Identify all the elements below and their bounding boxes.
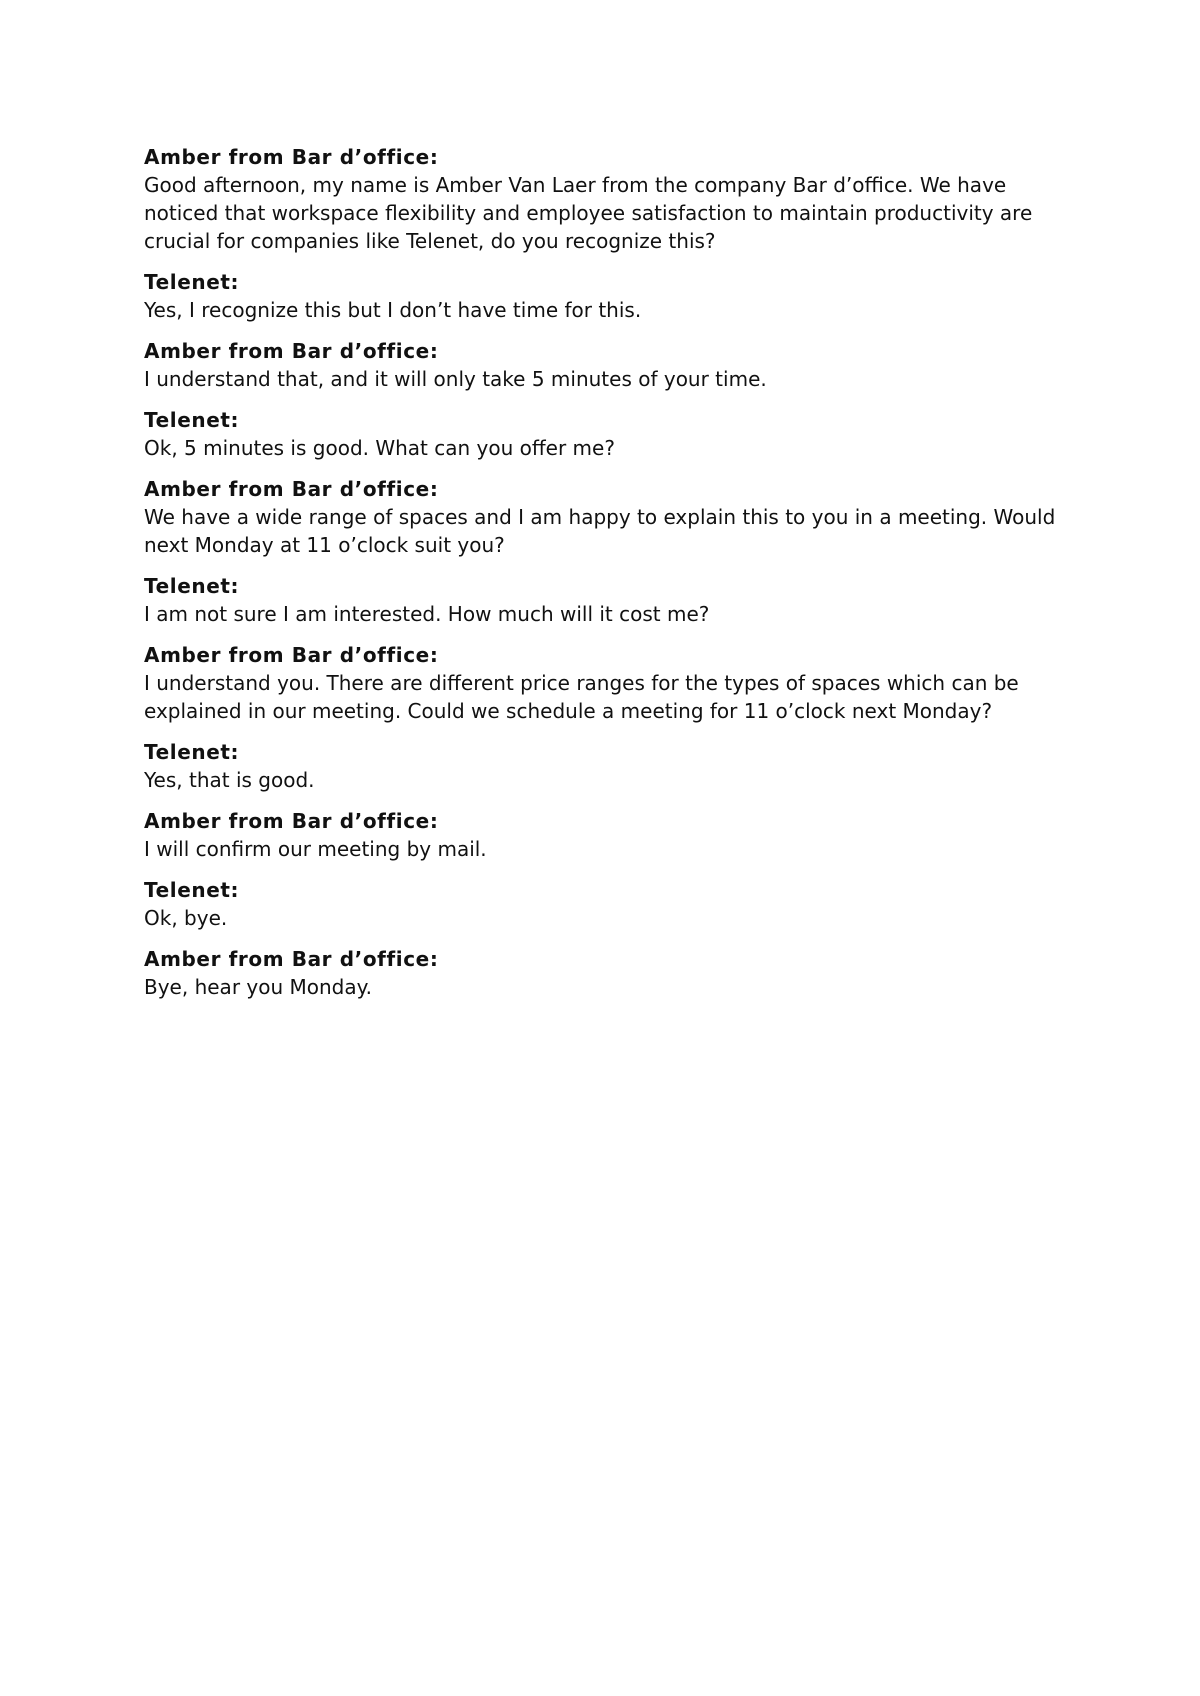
dialogue-turn <box>144 268 1059 324</box>
dialogue-text: I will confirm our meeting by mail. <box>144 837 487 861</box>
dialogue-text: I understand that, and it will only take 5 minutes of your time. <box>144 367 767 391</box>
dialogue-text: I understand you. There are different price ranges for the types of spaces which can be explained in our meeting. Could we schedule a meeting for 11 o’clock next Monday? <box>144 671 1019 723</box>
speaker-label: Telenet: <box>144 878 240 902</box>
speaker-label: Amber from Bar d’office: <box>144 643 439 667</box>
speaker-label: Telenet: <box>144 408 240 432</box>
dialogue-turn <box>144 475 1059 559</box>
dialogue-turn <box>144 876 1059 932</box>
speaker-label: Telenet: <box>144 574 240 598</box>
dialogue-turn <box>144 337 1059 393</box>
dialogue-turn <box>144 807 1059 863</box>
dialogue-text: I am not sure I am interested. How much will it cost me? <box>144 602 710 626</box>
dialogue-turn <box>144 143 1059 255</box>
dialogue-text: Ok, bye. <box>144 906 228 930</box>
dialogue-turn <box>144 945 1059 1001</box>
speaker-label: Telenet: <box>144 270 240 294</box>
speaker-label: Amber from Bar d’office: <box>144 145 439 169</box>
dialogue-text: Ok, 5 minutes is good. What can you offer me? <box>144 436 615 460</box>
dialogue-text: Yes, that is good. <box>144 768 315 792</box>
dialogue-text: Good afternoon, my name is Amber Van Laer from the company Bar d’office. We have noticed that workspace flexibility and employee satisfaction to maintain productivity are crucial for companies like Telenet, do you recognize this? <box>144 173 1033 253</box>
speaker-label: Amber from Bar d’office: <box>144 477 439 501</box>
dialogue-turn <box>144 641 1059 725</box>
speaker-label: Telenet: <box>144 740 240 764</box>
speaker-label: Amber from Bar d’office: <box>144 809 439 833</box>
dialogue-turn <box>144 572 1059 628</box>
document-page <box>144 143 1059 1014</box>
dialogue-text: Yes, I recognize this but I don’t have time for this. <box>144 298 642 322</box>
dialogue-turn <box>144 406 1059 462</box>
dialogue-text: We have a wide range of spaces and I am happy to explain this to you in a meeting. Would next Monday at 11 o’clock suit you? <box>144 505 1056 557</box>
speaker-label: Amber from Bar d’office: <box>144 947 439 971</box>
dialogue-text: Bye, hear you Monday. <box>144 975 372 999</box>
speaker-label: Amber from Bar d’office: <box>144 339 439 363</box>
dialogue-turn <box>144 738 1059 794</box>
